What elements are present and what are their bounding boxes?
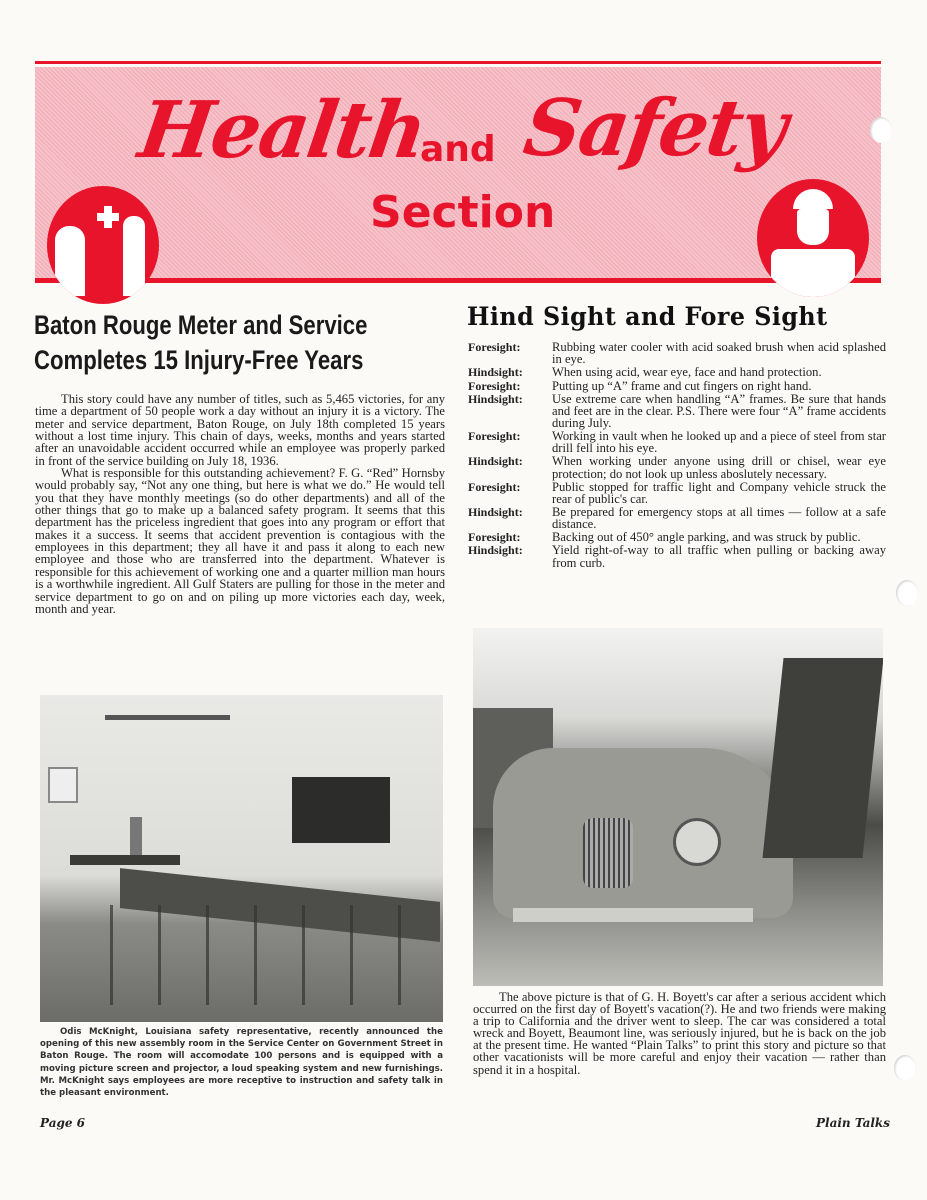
banner-title-health: Health [133, 85, 431, 176]
right-article-headline: Hind Sight and Fore Sight [467, 302, 828, 331]
worker-face [797, 209, 829, 245]
sight-entries-list [468, 341, 886, 570]
assembly-room-caption [40, 1026, 443, 1099]
entry-text: Working in vault when he looked up and a piece of steel from star drill fell into his eye. [552, 429, 886, 456]
list-item [468, 506, 886, 530]
banner-top-rule [35, 61, 881, 64]
entry-label: Hindsight: [468, 454, 523, 469]
list-item [468, 430, 886, 454]
entry-label: Hindsight: [468, 392, 523, 406]
banner-title-section: Section [370, 187, 556, 238]
entry-label: Foresight: [468, 429, 521, 444]
entry-label: Hindsight: [468, 543, 523, 558]
ceiling-light [105, 715, 230, 720]
entry-label: Hindsight: [468, 365, 523, 380]
wall-frame [48, 767, 78, 803]
publication-name: Plain Talks [816, 1116, 891, 1130]
list-item [468, 380, 886, 392]
nurse-doctor-illustration [47, 186, 159, 304]
entry-text: Backing out of 450° angle parking, and was struck by public. [552, 530, 861, 545]
worker-shirt [771, 249, 855, 297]
worker-illustration [757, 179, 869, 297]
doctor-figure [123, 216, 145, 296]
paragraph: What is responsible for this outstanding achievement? F. G. “Red” Hornsby would probably say, “Not any one thing, but here is what we do.” He would tell you that they have monthly meetings (so do other departments) and all of the other things that go to make up a balanced safety program. It seems that this department has the priceless ingredient that goes into any program or effort that makes it a success. It seems that accident prevention is contagious with the employees in this department; they all have it and pass it along to each new employee and those who are transferred into the department. Whatever is responsible for this achievement of working one and a quarter million man hours is a worthwhile ingredient. All Gulf Staters are pulling for those in the meter and service department to go on and on piling up more victories each day, week, month and year. [35, 466, 445, 616]
nurse-figure [55, 226, 85, 296]
blackboard [292, 777, 390, 843]
list-item [468, 341, 886, 365]
entry-text: Yield right-of-way to all traffic when pulling or backing away from curb. [552, 543, 886, 570]
headlight [673, 818, 721, 866]
paragraph: This story could have any number of titles, such as 5,465 victories, for any time a department of 50 people work a day without an injury it is a victory. The meter and service department, Baton Rouge, on July 18th completed 15 years without a lost time injury. This chain of days, weeks, months and years started after an unavoidable accident occurred while an employee was properly parked in front of the service building on July 18, 1936. [35, 392, 445, 468]
entry-text: Use extreme care when handling “A” frames. Be sure that hands and feet are in the clear. P.S. There were four “A” frame accidents during July. [552, 392, 886, 431]
banner-title-safety: Safety [518, 83, 791, 174]
entry-text: Putting up “A” frame and cut fingers on right hand. [552, 378, 812, 393]
entry-text: When using acid, wear eye, face and hand protection. [552, 365, 822, 380]
car-grille [583, 818, 633, 888]
list-item [468, 393, 886, 429]
front-table [70, 855, 180, 865]
car-door [762, 658, 883, 858]
entry-text: Be prepared for emergency stops at all times — follow at a safe distance. [552, 504, 886, 531]
entry-text: Rubbing water cooler with acid soaked brush when acid splashed in eye. [552, 340, 886, 367]
binder-hole [870, 117, 892, 143]
entry-label: Foresight: [468, 530, 521, 545]
section-banner [35, 61, 881, 287]
projector [130, 817, 142, 855]
entry-label: Foresight: [468, 378, 521, 393]
folding-chairs [110, 905, 420, 1005]
binder-hole [894, 1055, 916, 1081]
list-item [468, 531, 886, 543]
entry-label: Foresight: [468, 340, 521, 354]
headline-line: Baton Rouge Meter and Service [34, 310, 368, 340]
entry-label: Hindsight: [468, 504, 523, 519]
wrecked-car-photo [473, 628, 883, 986]
list-item [468, 366, 886, 378]
car-body [493, 748, 793, 918]
red-cross-icon [97, 206, 119, 228]
page-number: Page 6 [40, 1116, 86, 1130]
left-article-headline [34, 308, 444, 378]
entry-text: When working under anyone using drill or chisel, wear eye protection; do not look up unless aboslutely necessary. [552, 454, 886, 481]
list-item [468, 544, 886, 568]
headline-line: Completes 15 Injury-Free Years [34, 345, 364, 375]
list-item [468, 455, 886, 479]
bumper [513, 908, 753, 922]
list-item [468, 481, 886, 505]
banner-title-and: and [420, 129, 496, 170]
entry-label: Foresight: [468, 479, 521, 494]
binder-hole [896, 580, 918, 606]
hard-hat-icon [793, 189, 833, 209]
caption-text: The above picture is that of G. H. Boyett's car after a serious accident which occurred on the first day of Boyett's vacation(?). He and two friends were making a trip to California and the driver went to sleep. The car was considered a total wreck and Boyett, Beaumont line, was seriously injured, but he is back on the job at the present time. He wanted “Plain Talks” to print this story and picture so that other vacationists will be more careful and enjoy their vacation — rather than spend it in a hospital. [473, 990, 886, 1077]
banner-bottom-rule [35, 278, 881, 283]
entry-text: Public stopped for traffic light and Company vehicle struck the rear of public's car. [552, 479, 886, 506]
caption-text: Odis McKnight, Louisiana safety representative, recently announced the opening of this new assembly room in the Service Center on Government Street in Baton Rouge. The room will accomodate 100 persons and is equipped with a moving picture screen and projector, a loud speaking system and new furnishings. Mr. McKnight says employees are more receptive to instruction and safety talk in the pleasant environment. [40, 1027, 443, 1099]
wrecked-car-caption [473, 991, 886, 1076]
left-article-body [35, 393, 445, 615]
assembly-room-photo [40, 695, 443, 1022]
